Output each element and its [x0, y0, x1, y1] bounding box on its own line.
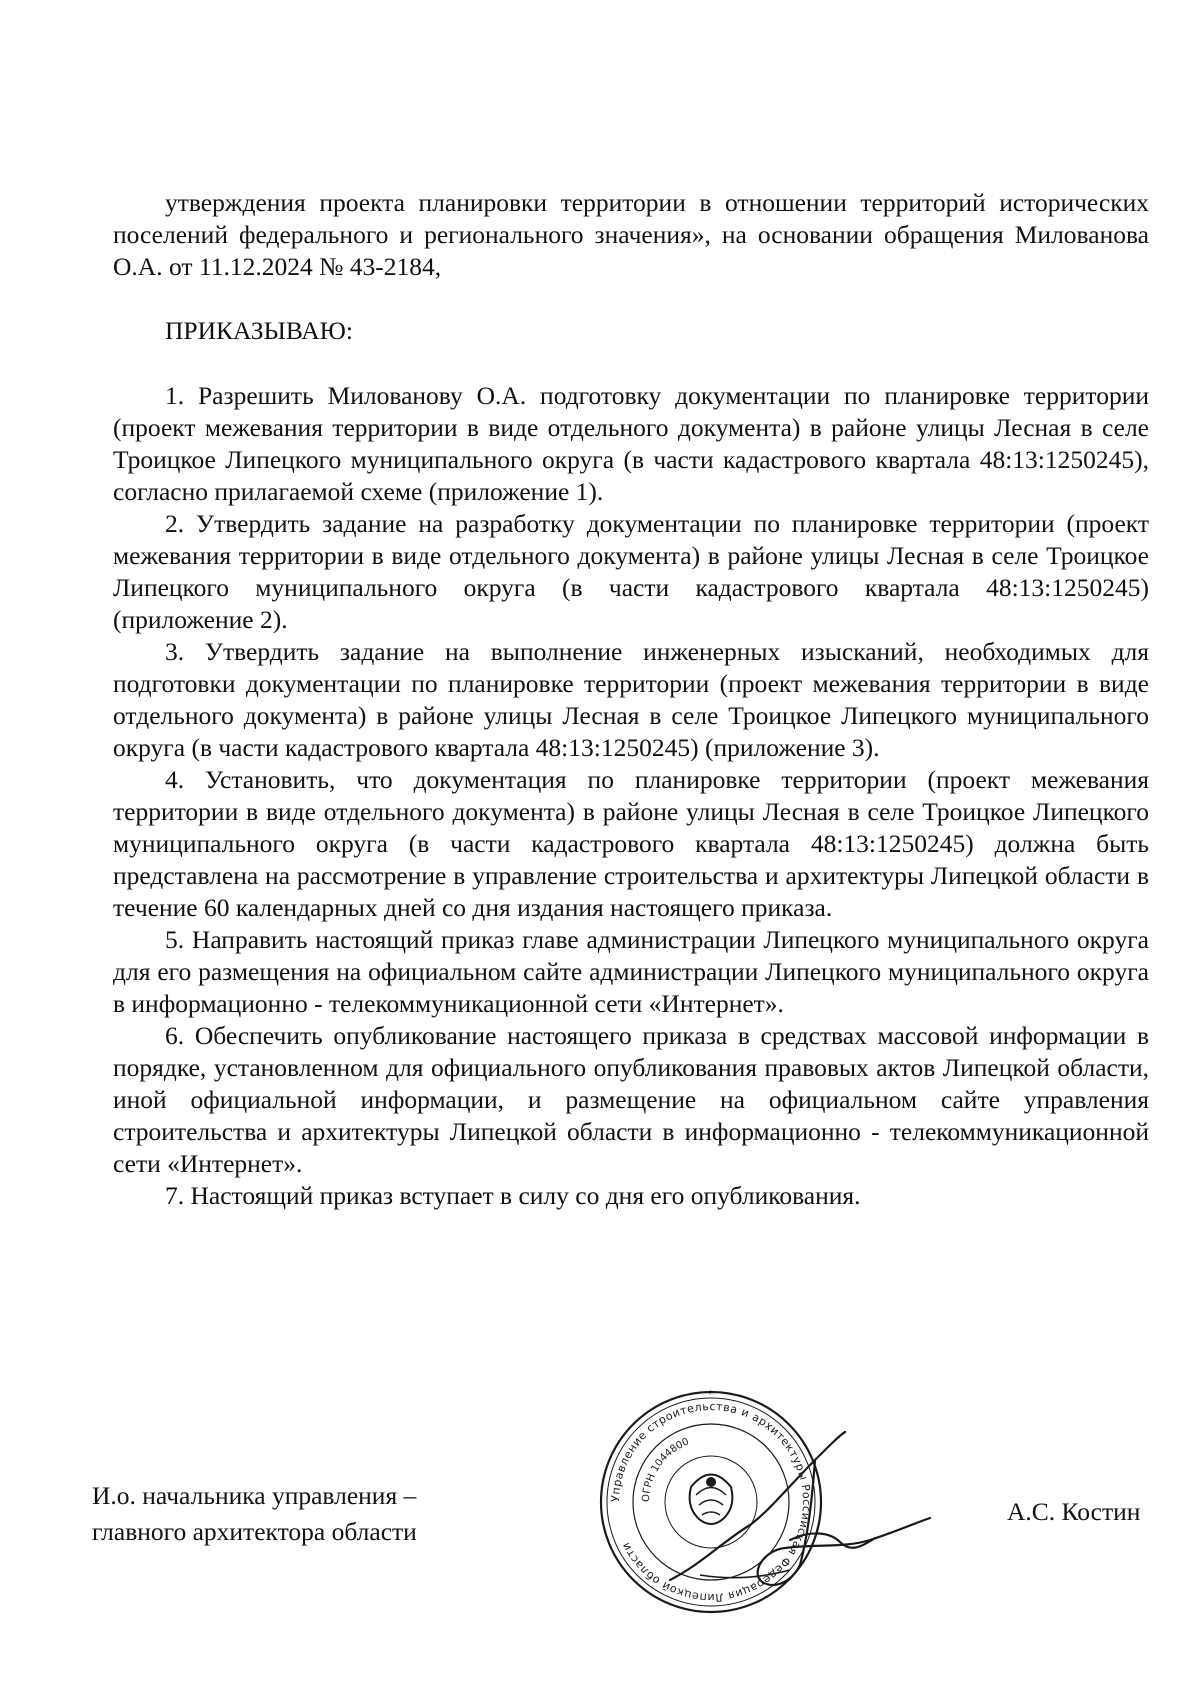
- order-item-3: 3. Утвердить задание на выполнение инженерных изысканий, необходимых для подготовки документации по планировке территории (проект межевания территории в виде отдельного документа) в районе улицы Лесная в селе Троицкое Липецкого муниципального округа (в части кадастрового квартала 48:13:1250245) (приложение 3).: [113, 637, 1149, 762]
- order-item-2: 2. Утвердить задание на разработку документации по планировке территории (проект межевания территории в виде отдельного документа) в районе улицы Лесная в селе Троицкое Липецкого муниципального округа (в части кадастрового квартала 48:13:1250245) (приложение 2).: [113, 509, 1149, 634]
- order-items: [113, 380, 1149, 1212]
- signatory-title-line-1: И.о. начальника управления –: [92, 1481, 417, 1510]
- handwritten-signature-icon: [640, 1430, 970, 1610]
- order-item-4: 4. Установить, что документация по планировке территории (проект межевания территории в виде отдельного документа) в районе улицы Лесная в селе Троицкое Липецкого муниципального округа (в части кадастрового квартала 48:13:1250245) должна быть представлена на рассмотрение в управление строительства и архитектуры Липецкой области в течение 60 календарных дней со дня издания настоящего приказа.: [113, 765, 1149, 922]
- signatory-title-line-2: главного архитектора области: [92, 1517, 417, 1546]
- order-heading: ПРИКАЗЫВАЮ:: [165, 316, 353, 345]
- order-item-1: 1. Разрешить Милованову О.А. подготовку документации по планировке территории (проект межевания территории в виде отдельного документа) в районе улицы Лесная в селе Троицкое Липецкого муниципального округа (в части кадастрового квартала 48:13:1250245), согласно прилагаемой схеме (приложение 1).: [113, 381, 1149, 506]
- svg-text:*: *: [708, 1389, 713, 1400]
- order-item-7: 7. Настоящий приказ вступает в силу со дня его опубликования.: [165, 1181, 861, 1210]
- signatory-name: А.С. Костин: [1007, 1497, 1141, 1526]
- seal-outer-text: Управление строительства и архитектуры Российская Федерация Липецкой области: [608, 1399, 814, 1605]
- seal-inner-text: ОГРН 1044800: [640, 1436, 691, 1503]
- intro-paragraph: утверждения проекта планировки территории в отношении территорий исторических поселений федерального и регионального значения», на основании обращения Милованова О.А. от 11.12.2024 № 43-2184,: [113, 188, 1149, 281]
- order-item-5: 5. Направить настоящий приказ главе администрации Липецкого муниципального округа для его размещения на официальном сайте администрации Липецкого муниципального округа в информационно - телекоммуникационной сети «Интернет».: [113, 925, 1149, 1018]
- order-item-6: 6. Обеспечить опубликование настоящего приказа в средствах массовой информации в порядке, установленном для официального опубликования правовых актов Липецкой области, иной официальной информации, и размещение на официальном сайте управления строительства и архитектуры Липецкой области в информационно - телекоммуникационной сети «Интернет».: [113, 1021, 1149, 1178]
- signatory-title: [92, 1478, 417, 1550]
